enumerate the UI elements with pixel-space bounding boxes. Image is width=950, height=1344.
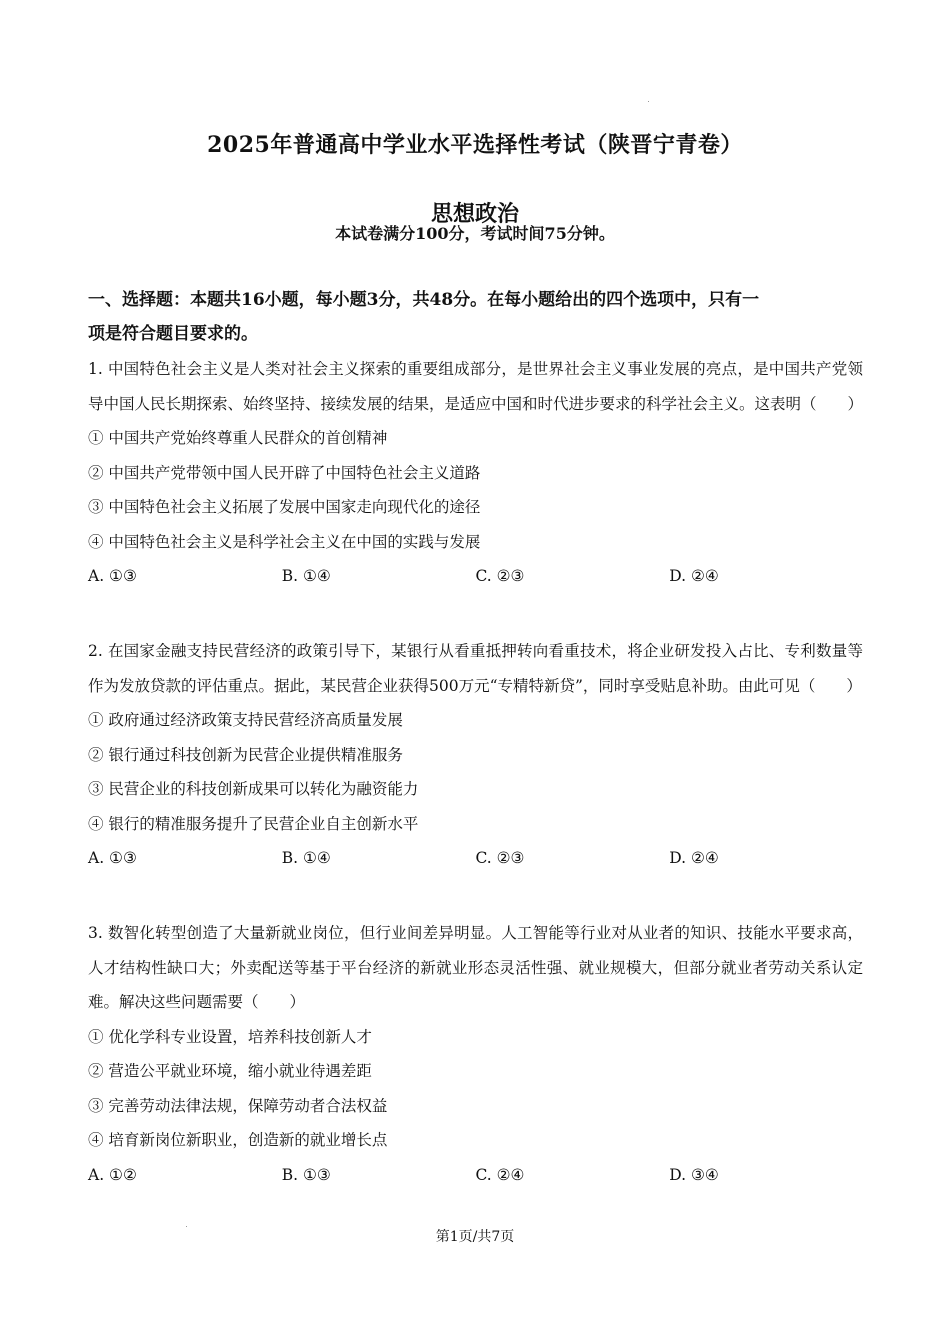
choice-a: A. ①③ [88,567,137,585]
page-number: 第1页/共7页 [435,1229,515,1245]
statement-option: ② 营造公平就业环境，缩小就业待遇差距 [88,1062,372,1080]
statement-option: ① 政府通过经济政策支持民营经济高质量发展 [88,711,403,729]
question-stem: 3. 数智化转型创造了大量新就业岗位，但行业间差异明显。人工智能等行业对从业者的知识、技能水平要求高，人才结构性缺口大；外卖配送等基于平台经济的新就业形态灵活性强、就业规模大，但部分就业者劳动关系认定难。解决这些问题需要（ ） [88,924,863,1011]
choice-b: B. ①④ [281,849,331,867]
choice-c: C. ②③ [475,567,525,585]
answer-choices [88,841,863,876]
choice-a: A. ①③ [88,849,137,867]
statement-option: ③ 完善劳动法律法规，保障劳动者合法权益 [88,1096,388,1115]
question-3 [88,916,863,1192]
answer-choices [88,1158,863,1193]
statement-option: ③ 民营企业的科技创新成果可以转化为融资能力 [88,780,419,798]
statement-option: ④ 中国特色社会主义是科学社会主义在中国的实践与发展 [88,532,481,551]
question-2 [88,634,863,876]
choice-c: C. ②③ [475,849,525,867]
choice-d: D. ②④ [669,849,719,867]
choice-b: B. ①④ [281,567,331,585]
answer-choices [88,559,863,594]
exam-title: 2025年普通高中学业水平选择性考试（陕晋宁青卷） [207,132,743,158]
choice-b: B. ①③ [281,1165,331,1184]
question-stem: 1. 中国特色社会主义是人类对社会主义探索的重要组成部分，是世界社会主义事业发展的亮点，是中国共产党领导中国人民长期探索、始终坚持、接续发展的结果，是适应中国和时代进步要求的科学社会主义。这表明（ ） [88,360,864,413]
choice-d: D. ②④ [669,567,719,585]
question-1 [88,352,863,594]
statement-option: ③ 中国特色社会主义拓展了发展中国家走向现代化的途径 [88,498,481,516]
section-heading-line: 一、选择题：本题共16小题，每小题3分，共48分。在每小题给出的四个选项中，只有一 [88,290,760,310]
subject-title: 思想政治 [430,201,519,227]
statement-option: ④ 培育新岗位新职业，创造新的就业增长点 [88,1131,388,1149]
scan-speck [648,101,649,102]
choice-a: A. ①② [88,1165,137,1184]
choice-c: C. ②④ [475,1165,525,1184]
statement-option: ① 优化学科专业设置，培养科技创新人才 [88,1027,372,1046]
statement-option: ① 中国共产党始终尊重人民群众的首创精神 [88,429,388,447]
question-stem: 2. 在国家金融支持民营经济的政策引导下，某银行从看重抵押转向看重技术，将企业研发投入占比、专利数量等作为发放贷款的评估重点。据此，某民营企业获得500万元“专精特新贷”，同时享受贴息补助。由此可见（ ） [88,642,863,695]
statement-option: ② 银行通过科技创新为民营企业提供精准服务 [88,745,403,764]
statement-option: ④ 银行的精准服务提升了民营企业自主创新水平 [88,814,419,833]
section-heading [88,283,860,351]
exam-note: 本试卷满分100分，考试时间75分钟。 [335,224,615,243]
choice-d: D. ③④ [669,1165,719,1184]
statement-option: ② 中国共产党带领中国人民开辟了中国特色社会主义道路 [88,463,481,482]
section-heading-line: 项是符合题目要求的。 [88,324,258,344]
